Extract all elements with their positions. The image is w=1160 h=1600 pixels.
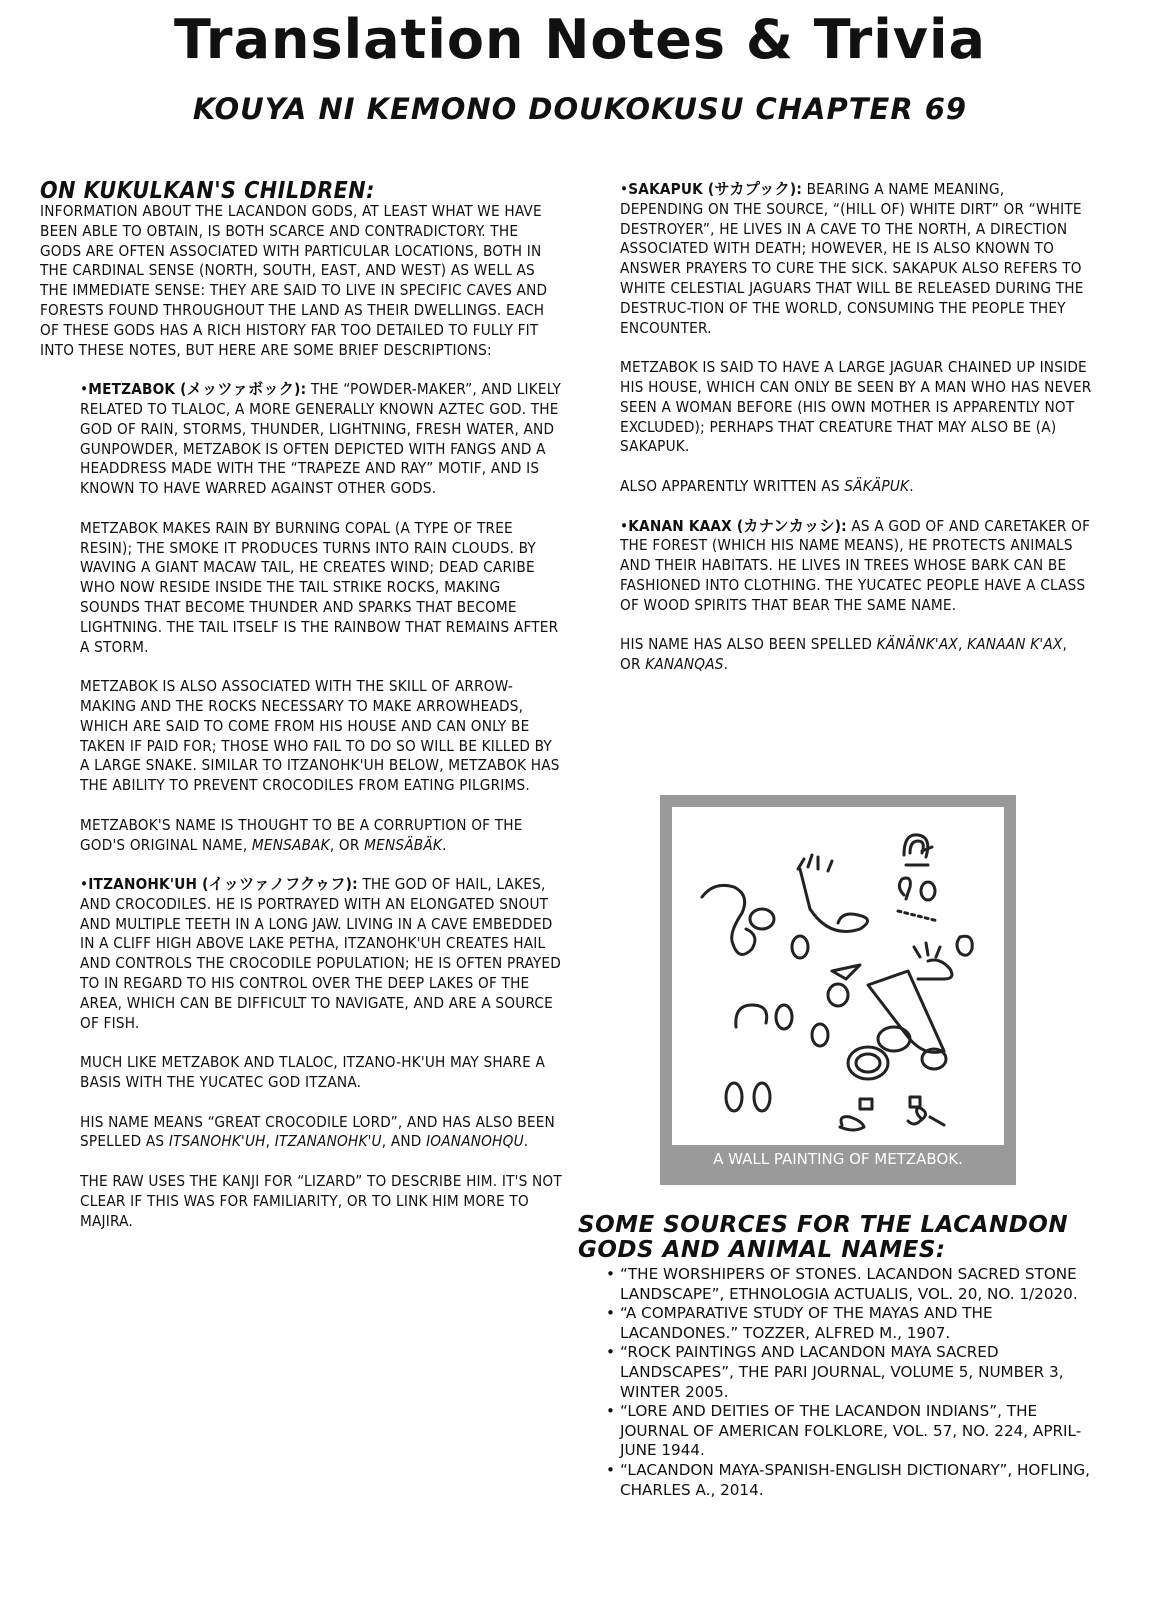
wall-painting-drawing	[672, 807, 1004, 1145]
entry-metzabok	[40, 380, 562, 855]
metzabok-or: , OR	[329, 835, 360, 854]
kanankaax-text-1: AS A GOD OF AND CARETAKER OF THE FOREST (WHICH HIS NAME MEANS), HE PROTECTS ANIMALS AND THEIR HABITATS. HE LIVES IN TREES WHOSE BARK CAN BE FASHIONED INTO CLOTHING. THE YUCATEC PEOPLE HAVE A CLASS OF WOOD SPIRITS THAT BEAR THE SAME NAME.	[620, 516, 1091, 614]
bullet-icon: •	[80, 875, 89, 894]
metzabok-period: .	[442, 835, 447, 854]
source-item: • “THE WORSHIPERS OF STONES. LACANDON SACRED STONE LANDSCAPE”, ETHNOLOGIA ACTUALIS, VOL. 20, NO. 1/2020.	[606, 1265, 1098, 1304]
kanankaax-paragraph-1	[620, 517, 1092, 616]
sakapuk-text-3: ALSO APPARENTLY WRITTEN AS	[620, 476, 840, 495]
metzabok-paragraph-3: METZABOK IS ALSO ASSOCIATED WITH THE SKILL OF ARROW-MAKING AND THE ROCKS NECESSARY TO MAKE ARROWHEADS, WHICH ARE SAID TO COME FROM HIS HOUSE AND CAN ONLY BE TAKEN IF PAID FOR; THOSE WHO FAIL TO DO SO WILL BE KILLED BY A LARGE SNAKE. SIMILAR TO ITZANOHK'UH BELOW, METZABOK HAS THE ABILITY TO PREVENT CROCODILES FROM EATING PILGRIMS.	[80, 677, 560, 795]
source-item: • “A COMPARATIVE STUDY OF THE MAYAS AND THE LACANDONES.” TOZZER, ALFRED M., 1907.	[606, 1304, 1098, 1343]
itzanohkuh-name: ITZANOHK'UH (イッツァノフクゥフ):	[88, 875, 358, 894]
entry-itzanohkuh	[40, 875, 562, 1231]
period: .	[909, 476, 914, 495]
entry-sakapuk	[612, 180, 1092, 497]
metzabok-paragraph-2: METZABOK MAKES RAIN BY BURNING COPAL (A TYPE OF TREE RESIN); THE SMOKE IT PRODUCES TURNS INTO RAIN CLOUDS. BY WAVING A GIANT MACAW TAIL, HE CREATES WIND; DEAD CARIBE WHO NOW RESIDE INSIDE THE TAIL STRIKE ROCKS, MAKING SOUNDS THAT BECOME THUNDER AND SPARKS THAT BECOME LIGHTNING. THE TAIL ITSELF IS THE RAINBOW THAT REMAINS AFTER A STORM.	[80, 518, 559, 656]
metzabok-text-4: METZABOK'S NAME IS THOUGHT TO BE A CORRUPTION OF THE GOD'S ORIGINAL NAME,	[80, 815, 523, 854]
metzabok-name: METZABOK (メッツァボック):	[88, 380, 307, 399]
kanankaax-name: KANAN KAAX (カナンカッシ):	[628, 516, 847, 535]
bullet-icon: •	[620, 180, 629, 198]
source-item: • “LACANDON MAYA-SPANISH-ENGLISH DICTIONARY”, HOFLING, CHARLES A., 2014.	[606, 1461, 1098, 1500]
right-column	[612, 180, 1092, 695]
sakapuk-paragraph-2: METZABOK IS SAID TO HAVE A LARGE JAGUAR CHAINED UP INSIDE HIS HOUSE, WHICH CAN ONLY BE SEEN BY A MAN WHO HAS NEVER SEEN A WOMAN BEFORE (HIS OWN MOTHER IS APPARENTLY NOT EXCLUDED); PERHAPS THAT CREATURE THAT MAY ALSO BE (A) SAKAPUK.	[620, 358, 1092, 456]
metzabok-alt-name-2: MENSÄBÄK	[364, 835, 443, 854]
sakapuk-paragraph-1	[620, 180, 1092, 338]
metzabok-wall-painting-figure	[660, 795, 1016, 1185]
bullet-icon: •	[620, 516, 629, 535]
period: .	[723, 655, 729, 674]
bullet-icon: •	[80, 380, 89, 399]
kanankaax-alt-name-1: KÄNÄNK'AX	[876, 635, 958, 654]
sakapuk-paragraph-3	[620, 477, 1092, 497]
sakapuk-text-1: BEARING A NAME MEANING, DEPENDING ON THE SOURCE, “(HILL OF) WHITE DIRT” OR “WHITE DESTROYER”, HE LIVES IN A CAVE TO THE NORTH, A DIRECTION ASSOCIATED WITH DEATH; HOWEVER, HE IS ALSO KNOWN TO ANSWER PRAYERS TO CURE THE SICK. SAKAPUK ALSO REFERS TO WHITE CELESTIAL JAGUARS THAT WILL BE RELEASED DURING THE DESTRUC-TION OF THE WORLD, CONSUMING THE PEOPLE THEY ENCOUNTER.	[620, 180, 1084, 337]
intro-paragraph: INFORMATION ABOUT THE LACANDON GODS, AT LEAST WHAT WE HAVE BEEN ABLE TO OBTAIN, IS BOTH SCARCE AND CONTRADICTORY. THE GODS ARE OFTEN ASSOCIATED WITH PARTICULAR LOCATIONS, BOTH IN THE CARDINAL SENSE (NORTH, SOUTH, EAST, AND WEST) AS WELL AS THE IMMEDIATE SENSE: THEY ARE SAID TO LIVE IN SPECIFIC CAVES AND FORESTS FOUND THROUGHOUT THE LAND AS THEIR DWELLINGS. EACH OF THESE GODS HAS A RICH HISTORY FAR TOO DETAILED TO FULLY FIT INTO THESE NOTES, BUT HERE ARE SOME BRIEF DESCRIPTIONS:	[40, 202, 548, 359]
sakapuk-alt-name: SÄKÄPUK	[844, 476, 910, 495]
itzanohkuh-text-3: HIS NAME MEANS “GREAT CROCODILE LORD”, AND HAS ALSO BEEN SPELLED AS	[80, 1112, 555, 1151]
itzanohkuh-paragraph-3	[80, 1113, 562, 1153]
page-subtitle: KOUYA NI KEMONO DOUKOKUSU CHAPTER 69	[192, 92, 968, 126]
itzanohkuh-paragraph-2: MUCH LIKE METZABOK AND TLALOC, ITZANO-HK'UH MAY SHARE A BASIS WITH THE YUCATEC GOD ITZANA.	[80, 1053, 545, 1092]
sakapuk-name: SAKAPUK (サカプック):	[628, 180, 803, 198]
comma: ,	[957, 635, 963, 654]
itzanohkuh-text-1: THE GOD OF HAIL, LAKES, AND CROCODILES. HE IS PORTRAYED WITH AN ELONGATED SNOUT AND MULTIPLE TEETH IN A LONG JAW. LIVING IN A CAVE EMBEDDED IN A CLIFF HIGH ABOVE LAKE PETHA, ITZANOHK'UH CREATES HAIL AND CONTROLS THE CROCODILE POPULATION; HE IS OFTEN PRAYED TO IN REGARD TO HIS CONTROL OVER THE DEEP LAKES OF THE AREA, WHICH CAN BE DIFFICULT TO NAVIGATE, AND ARE A SOURCE OF FISH.	[80, 875, 561, 1032]
period: .	[523, 1132, 529, 1151]
sources-list	[606, 1265, 1098, 1500]
metzabok-paragraph-4	[80, 816, 562, 856]
itzanohkuh-paragraph-4: THE RAW USES THE KANJI FOR “LIZARD” TO DESCRIBE HIM. IT'S NOT CLEAR IF THIS WAS FOR FAMILIARITY, OR TO LINK HIM MORE TO MAJIRA.	[80, 1172, 562, 1230]
metzabok-alt-name-1: MENSABAK	[251, 835, 330, 854]
kanankaax-paragraph-2	[620, 635, 1092, 675]
left-column	[40, 180, 562, 1251]
entry-kanankaax	[612, 517, 1092, 675]
metzabok-text-1: THE “POWDER-MAKER”, AND LIKELY RELATED TO TLALOC, A MORE GENERALLY KNOWN AZTEC GOD. THE GOD OF RAIN, STORMS, THUNDER, LIGHTNING, FRESH WATER, AND GUNPOWDER, METZABOK IS OFTEN DEPICTED WITH FANGS AND A HEADDRESS MADE WITH THE “TRAPEZE AND RAY” MOTIF, AND IS KNOWN TO HAVE WARRED AGAINST OTHER GODS.	[80, 380, 562, 498]
itzanohkuh-alt-name-2: ITZANANOHK'U	[274, 1132, 382, 1151]
section-heading-kukulkan: ON KUKULKAN'S CHILDREN:	[40, 178, 375, 204]
metzabok-paragraph-1	[80, 380, 562, 499]
itzanohkuh-and: , AND	[381, 1132, 422, 1151]
kanankaax-or: , OR	[620, 635, 1068, 674]
comma: ,	[265, 1132, 271, 1151]
itzanohkuh-alt-name-3: IOANANOHQU	[426, 1132, 524, 1151]
itzanohkuh-paragraph-1	[80, 875, 562, 1033]
kanankaax-text-2: HIS NAME HAS ALSO BEEN SPELLED	[620, 635, 873, 654]
figure-caption: A WALL PAINTING OF METZABOK.	[713, 1150, 963, 1168]
wall-painting-image	[672, 807, 1004, 1145]
source-item: • “LORE AND DEITIES OF THE LACANDON INDIANS”, THE JOURNAL OF AMERICAN FOLKLORE, VOL. 57, NO. 224, APRIL-JUNE 1944.	[606, 1402, 1098, 1461]
page-title: Translation Notes & Trivia	[174, 8, 986, 71]
itzanohkuh-alt-name-1: ITSANOHK'UH	[168, 1132, 266, 1151]
source-item: • “ROCK PAINTINGS AND LACANDON MAYA SACRED LANDSCAPES”, THE PARI JOURNAL, VOLUME 5, NUMBER 3, WINTER 2005.	[606, 1343, 1098, 1402]
sources-section	[578, 1213, 1098, 1500]
kanankaax-alt-name-2: KANAAN K'AX	[967, 635, 1063, 654]
kanankaax-alt-name-3: KANANQAS	[645, 655, 724, 674]
sources-heading: SOME SOURCES FOR THE LACANDON GODS AND ANIMAL NAMES:	[578, 1212, 1069, 1263]
